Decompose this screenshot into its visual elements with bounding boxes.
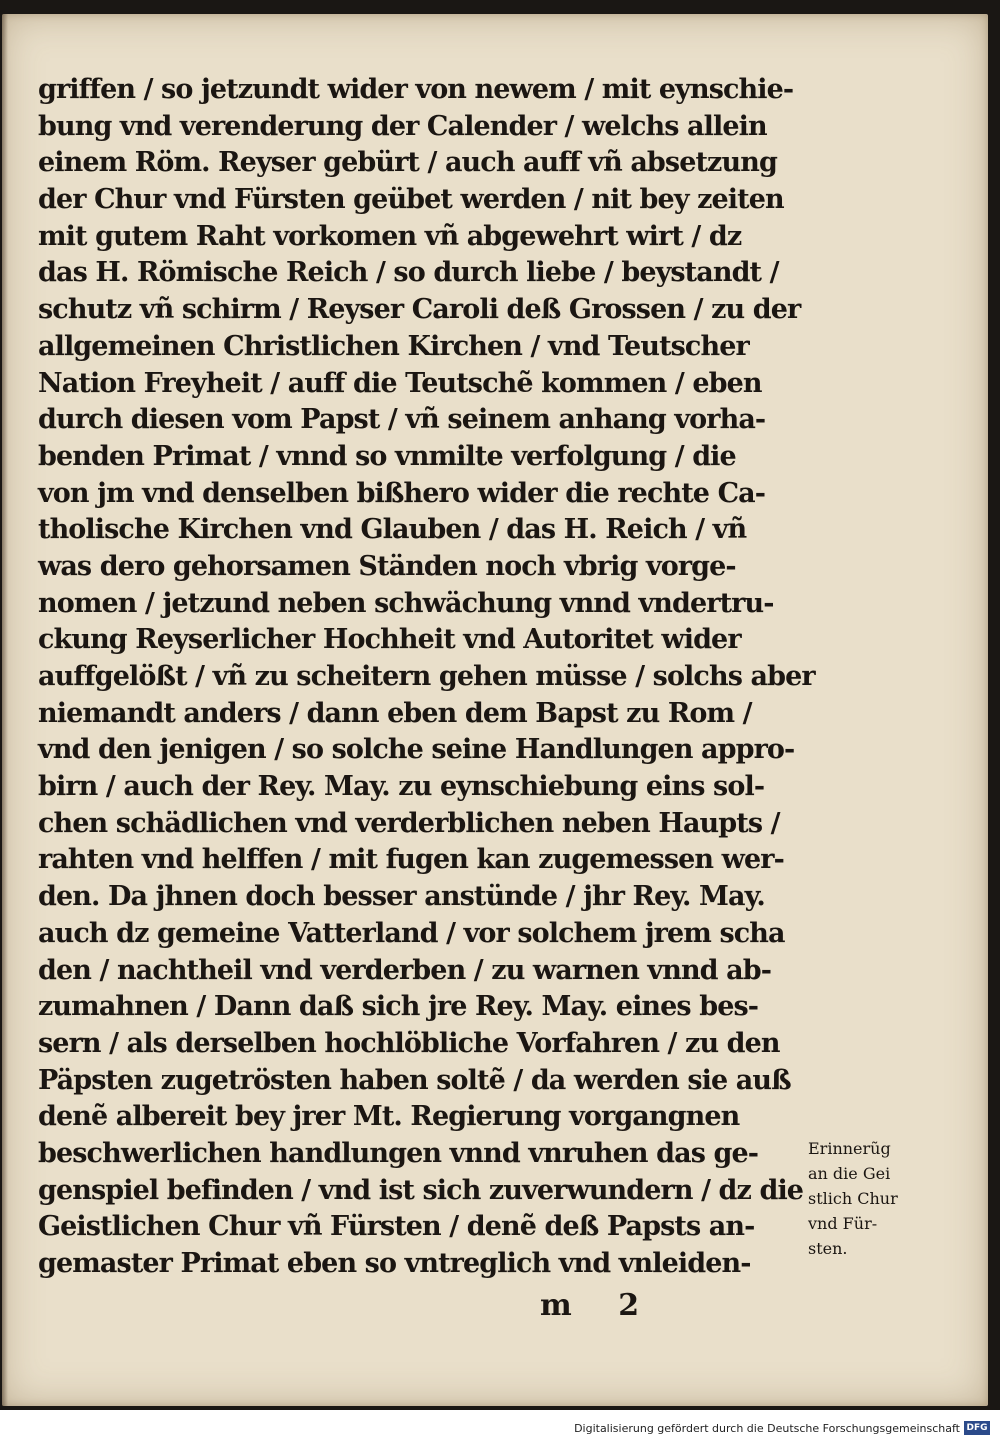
text-line: denẽ albereit bey jrer Mt. Regierung vorgangnen: [38, 1101, 740, 1133]
marginal-note-line: stlich Chur: [808, 1189, 898, 1208]
text-line: nomen / jetzund neben schwächung vnnd vndertru-: [38, 587, 774, 619]
text-line: birn / auch der Rey. May. zu eynschiebung eins sol-: [38, 771, 765, 803]
marginal-note: [808, 1136, 938, 1261]
text-line: chen schädlichen vnd verderblichen neben Haupts /: [38, 807, 780, 839]
text-line: mit gutem Raht vorkomen vñ abgewehrt wirt / dz: [38, 220, 742, 252]
text-line: den / nachtheil vnd verderben / zu warnen vnnd ab-: [38, 954, 772, 986]
marginal-note-line: an die Gei: [808, 1164, 891, 1183]
text-line: was dero gehorsamen Ständen noch vbrig vorge-: [38, 550, 736, 582]
text-line: rahten vnd helffen / mit fugen kan zugemessen wer-: [38, 844, 784, 876]
text-line: ckung Reyserlicher Hochheit vnd Autoritet wider: [38, 624, 741, 656]
text-line: das H. Römische Reich / so durch liebe / beystandt /: [38, 257, 779, 289]
funding-credit: Digitalisierung gefördert durch die Deutsche Forschungsgemeinschaft: [574, 1422, 960, 1435]
text-line: genspiel befinden / vnd ist sich zuverwundern / dz die: [38, 1174, 804, 1206]
text-line: der Chur vnd Fürsten geübet werden / nit bey zeiten: [38, 184, 784, 216]
marginal-note-line: Erinnerũg: [808, 1139, 891, 1158]
text-line: benden Primat / vnnd so vnmilte verfolgung / die: [38, 440, 736, 472]
text-line: Päpsten zugetrösten haben soltẽ / da werden sie auß: [38, 1064, 791, 1096]
text-line: niemandt anders / dann eben dem Bapst zu Rom /: [38, 697, 752, 729]
text-line: sern / als derselben hochlöbliche Vorfahren / zu den: [38, 1027, 780, 1059]
main-text-block: [38, 72, 815, 1283]
text-line: bung vnd verenderung der Calender / welchs allein: [38, 110, 767, 142]
marginal-note-line: vnd Für-: [808, 1214, 878, 1233]
text-line: Geistlichen Chur vñ Fürsten / denẽ deß Papsts an-: [38, 1211, 755, 1243]
text-line: den. Da jhnen doch besser anstünde / jhr Rey. May.: [38, 881, 765, 913]
text-line: schutz vñ schirm / Reyser Caroli deß Grossen / zu der: [38, 294, 801, 326]
signature-mark: m 2: [540, 1288, 658, 1323]
text-line: gemaster Primat eben so vntreglich vnd vnleiden-: [38, 1248, 751, 1279]
text-line: allgemeinen Christlichen Kirchen / vnd Teutscher: [38, 330, 749, 362]
text-line: vnd den jenigen / so solche seine Handlungen appro-: [38, 734, 795, 766]
dfg-logo: DFG: [964, 1421, 990, 1435]
text-line: Nation Freyheit / auff die Teutschẽ kommen / eben: [38, 367, 762, 399]
text-line: auch dz gemeine Vatterland / vor solchem jrem scha: [38, 917, 785, 949]
text-line: einem Röm. Reyser gebürt / auch auff vñ absetzung: [38, 147, 777, 179]
text-line: auffgelößt / vñ zu scheitern gehen müsse / solchs aber: [38, 661, 815, 692]
text-line: griffen / so jetzundt wider von newem / mit eynschie-: [38, 74, 794, 105]
footer-bar: [0, 1410, 1000, 1442]
text-line: tholische Kirchen vnd Glauben / das H. Reich / vñ: [38, 514, 747, 546]
text-line: durch diesen vom Papst / vñ seinem anhang vorha-: [38, 404, 766, 436]
marginal-note-line: sten.: [808, 1239, 848, 1258]
text-line: beschwerlichen handlungen vnnd vnruhen das ge-: [38, 1137, 759, 1169]
text-line: zumahnen / Dann daß sich jre Rey. May. eines bes-: [38, 991, 759, 1023]
text-line: von jm vnd denselben bißhero wider die rechte Ca-: [38, 477, 766, 509]
page-binding-shadow: [2, 14, 8, 1406]
